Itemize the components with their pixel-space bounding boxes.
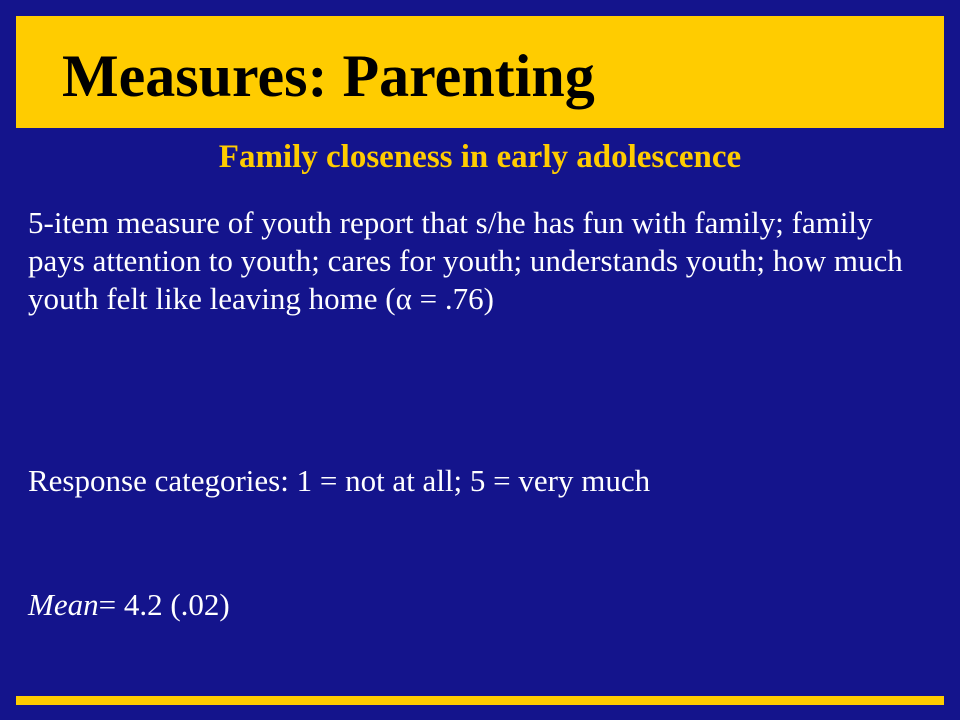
slide-subtitle: Family closeness in early adolescence xyxy=(218,139,742,175)
mean-label: Mean xyxy=(28,587,99,622)
mean-statement xyxy=(28,586,918,624)
bottom-accent-bar xyxy=(16,696,944,705)
mean-value: = 4.2 (.02) xyxy=(98,587,230,622)
title-bar xyxy=(16,16,944,128)
slide-title: Measures: Parenting xyxy=(62,43,595,109)
response-categories: Response categories: 1 = not at all; 5 = very much xyxy=(28,463,651,498)
measure-description: 5-item measure of youth report that s/he has fun with family; family pays attention to youth; cares for youth; understands youth; how much youth felt like leaving home (α = .76) xyxy=(28,205,903,316)
